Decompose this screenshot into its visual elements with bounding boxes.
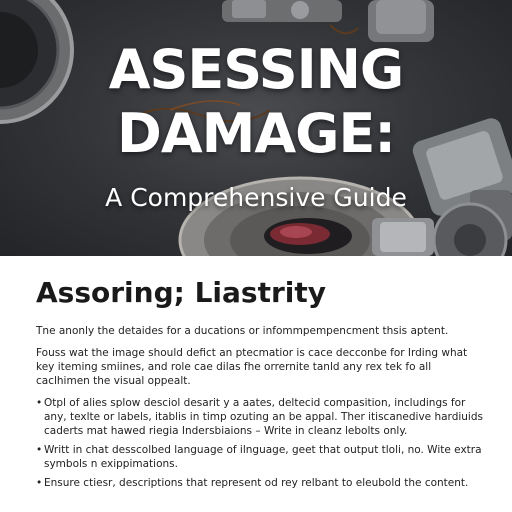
cylinder-top-right xyxy=(368,0,434,42)
hero-title-line-1: ASESSING xyxy=(108,38,404,101)
bullet-icon: • xyxy=(36,477,43,489)
bullet-icon: • xyxy=(36,397,43,409)
list-item-text: Writt in chat desscolbed language of ilnguage, geet that output tloli, no. Wite extra symbols n exippimations. xyxy=(44,444,482,470)
hero-subtitle: A Comprehensive Guide xyxy=(105,183,407,212)
bullet-icon: • xyxy=(36,444,43,456)
list-item-text: Otpl of alies splow desciol desarit y a aates, deltecid compasition, includings for any, texlte or labels, itablis in timp ozuting an be appal. Ther itiscanedive hardiuids caderts mat hawed riegia Indersbiaions – Write in cleanz lebolts only. xyxy=(44,397,483,437)
cylinder-bottom-right xyxy=(372,218,434,256)
list-item xyxy=(36,443,486,471)
rust-wire-3 xyxy=(330,25,358,33)
section-heading: Assoring; Liastrity xyxy=(36,276,326,309)
guideline-list xyxy=(36,396,486,490)
list-item-text: Ensure ctiesr, descriptions that represent od rey relbant to eleubold the content. xyxy=(44,477,469,489)
list-item xyxy=(36,476,486,490)
metal-part-top xyxy=(222,0,342,22)
description-paragraph: Fouss wat the image should defict an ptecmatior is cace decconbe for Irding what key iteming smiines, and role cae dilas fhe orrernite tanld any rex tek fo all caclhimen the visual oppealt. xyxy=(36,347,468,387)
list-item xyxy=(36,396,486,438)
intro-paragraph: Tne anonly the detaides for a ducations or infommpempencment thsis aptent. xyxy=(36,325,449,337)
red-component xyxy=(264,218,352,254)
hero-title-line-2: DAMAGE: xyxy=(117,102,395,165)
article-body xyxy=(36,276,486,495)
